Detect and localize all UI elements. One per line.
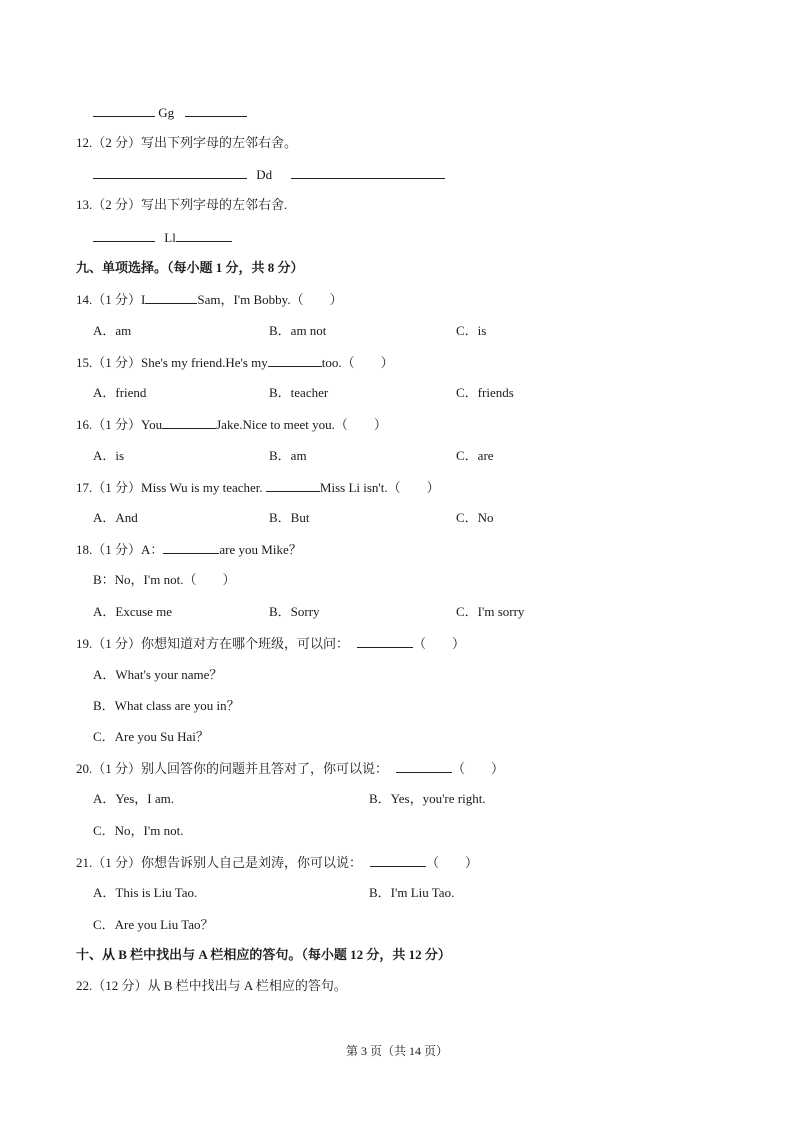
question-number: 21. [76, 855, 93, 870]
question-score: （1 分） [92, 542, 142, 557]
question-text: 从 B 栏中找出与 A 栏相应的答句。 [147, 978, 347, 993]
question-score: （1 分） [92, 761, 142, 776]
question-number: 18. [76, 542, 93, 557]
option-a[interactable]: A．This is Liu Tao. [93, 885, 198, 900]
question-text: 你想知道对方在哪个班级，可以问： [141, 636, 350, 651]
question-text: Miss Wu is my teacher. [141, 480, 266, 495]
option-b[interactable]: B．What class are you in？ [93, 698, 240, 713]
answer-blank[interactable] [266, 478, 320, 492]
letter: Ll [164, 230, 176, 245]
q12-line [93, 165, 445, 184]
answer-blank[interactable] [93, 165, 247, 179]
question-number: 16. [76, 417, 93, 432]
question-number: 13. [76, 197, 93, 212]
option-c[interactable]: C．friends [456, 385, 514, 400]
letter: Gg [158, 105, 175, 120]
option-b[interactable]: B．teacher [269, 385, 329, 400]
option-b[interactable]: B．am [269, 448, 307, 463]
question-text: I [141, 292, 146, 307]
question-text: are you Mike？ [219, 542, 302, 557]
question-22 [76, 977, 347, 995]
question-16 [76, 415, 387, 434]
answer-bracket[interactable]: （ ） [413, 636, 466, 651]
answer-blank[interactable] [268, 353, 322, 367]
question-text: 写出下列字母的左邻右舍。 [141, 135, 298, 150]
question-text: 你想告诉别人自己是刘涛，你可以说： [141, 855, 363, 870]
question-number: 20. [76, 761, 93, 776]
answer-blank[interactable] [163, 540, 219, 554]
question-score: （1 分） [92, 855, 142, 870]
answer-blank[interactable] [291, 165, 445, 179]
question-number: 22. [76, 978, 93, 993]
answer-bracket[interactable]: （ ） [452, 761, 505, 776]
answer-blank[interactable] [370, 853, 426, 867]
question-12 [76, 134, 297, 152]
answer-bracket[interactable]: （ ） [183, 572, 236, 587]
option-a[interactable]: A．friend [93, 385, 147, 400]
question-score: （12 分） [92, 978, 148, 993]
answer-blank[interactable] [93, 103, 155, 117]
q11-line [93, 103, 247, 122]
section-title: 九、单项选择。（每小题 1 分，共 8 分） [76, 260, 304, 275]
answer-blank[interactable] [162, 415, 216, 429]
answer-blank[interactable] [176, 228, 232, 242]
question-text: You [141, 417, 163, 432]
question-score: （1 分） [92, 636, 142, 651]
answer-bracket[interactable]: （ ） [341, 355, 394, 370]
option-a[interactable]: A．Excuse me [93, 604, 173, 619]
question-score: （2 分） [92, 135, 142, 150]
option-c[interactable]: C．Are you Su Hai？ [93, 729, 209, 744]
letter: Dd [256, 167, 273, 182]
question-21 [76, 853, 478, 872]
question-text: She's my friend.He's my [141, 355, 268, 370]
question-13 [76, 196, 287, 214]
option-c[interactable]: C．I'm sorry [456, 604, 525, 619]
answer-bracket[interactable]: （ ） [290, 292, 343, 307]
question-15 [76, 353, 394, 372]
answer-bracket[interactable]: （ ） [426, 855, 479, 870]
option-a[interactable]: A．is [93, 448, 125, 463]
option-a[interactable]: A．Yes，I am. [93, 791, 175, 806]
option-b[interactable]: B．I'm Liu Tao. [369, 885, 455, 900]
option-c[interactable]: C．Are you Liu Tao？ [93, 917, 214, 932]
option-b[interactable]: B．Sorry [269, 604, 320, 619]
question-text: too. [321, 355, 342, 370]
answer-bracket[interactable]: （ ） [334, 417, 387, 432]
question-score: （1 分） [92, 417, 142, 432]
page-number-footer: 第 3 页（共 14 页） [345, 1044, 448, 1058]
question-score: （1 分） [92, 480, 142, 495]
question-text: Miss Li isn't. [319, 480, 388, 495]
option-a[interactable]: A．What's your name？ [93, 667, 223, 682]
option-b[interactable]: B．Yes，you're right. [369, 791, 486, 806]
question-14 [76, 290, 343, 309]
option-c[interactable]: C．No [456, 510, 494, 525]
answer-blank[interactable] [145, 290, 197, 304]
option-c[interactable]: C．No，I'm not. [93, 823, 184, 838]
option-c[interactable]: C．is [456, 323, 487, 338]
answer-blank[interactable] [396, 759, 452, 773]
option-b[interactable]: B．But [269, 510, 310, 525]
question-number: 19. [76, 636, 93, 651]
question-19 [76, 634, 465, 653]
question-score: （2 分） [92, 197, 142, 212]
answer-bracket[interactable]: （ ） [387, 480, 440, 495]
question-number: 15. [76, 355, 93, 370]
question-17 [76, 478, 440, 497]
question-text: A： [141, 542, 164, 557]
question-text: 别人回答你的问题并且答对了，你可以说： [141, 761, 389, 776]
answer-blank[interactable] [185, 103, 247, 117]
question-number: 12. [76, 135, 93, 150]
question-text: Sam，I'm Bobby. [197, 292, 291, 307]
question-text: Jake.Nice to meet you. [216, 417, 335, 432]
option-a[interactable]: A．And [93, 510, 138, 525]
question-number: 14. [76, 292, 93, 307]
answer-blank[interactable] [357, 634, 413, 648]
question-number: 17. [76, 480, 93, 495]
question-score: （1 分） [92, 292, 142, 307]
question-18-line2 [93, 571, 235, 589]
question-score: （1 分） [92, 355, 142, 370]
option-a[interactable]: A．am [93, 323, 132, 338]
question-text: B：No，I'm not. [93, 572, 184, 587]
question-18 [76, 540, 302, 559]
question-text: 写出下列字母的左邻右舍. [141, 197, 288, 212]
section-title: 十、从 B 栏中找出与 A 栏相应的答句。（每小题 12 分，共 12 分） [76, 947, 451, 962]
option-b[interactable]: B．am not [269, 323, 327, 338]
option-c[interactable]: C．are [456, 448, 494, 463]
answer-blank[interactable] [93, 228, 155, 242]
q13-line [93, 228, 232, 247]
question-20 [76, 759, 504, 778]
